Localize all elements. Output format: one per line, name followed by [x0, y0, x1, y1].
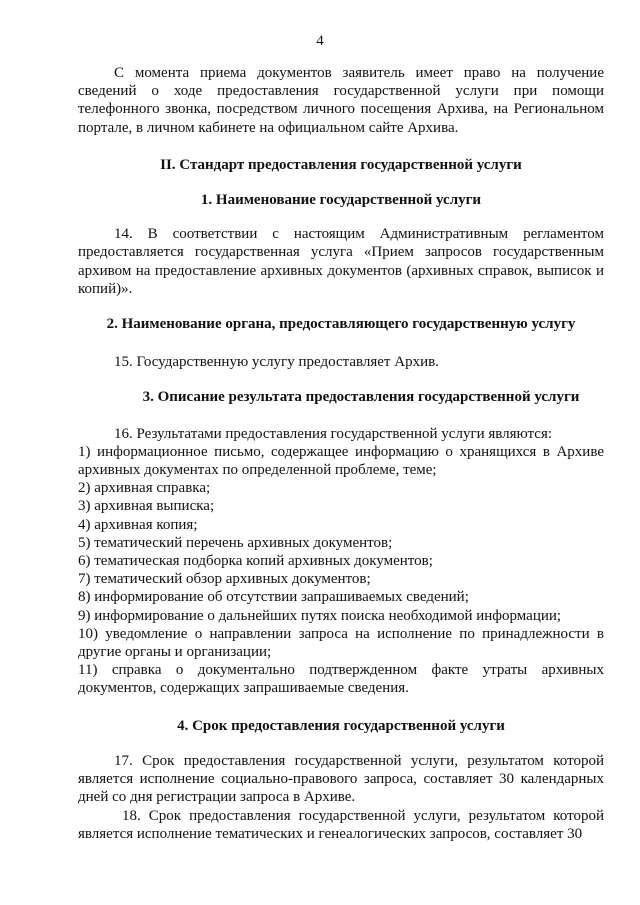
paragraph-intro: С момента приема документов заявитель имеет право на получение сведений о ходе предоставления государственной услуги при помощи телефонного звонка, посредством личного посещения Архива, на Региональном портале, в личном кабинете на официальном сайте Архива. [78, 65, 604, 136]
list-item: 8) информирование об отсутствии запрашиваемых сведений; [78, 589, 469, 606]
list-item: 4) архивная копия; [78, 516, 198, 533]
subsection-title-2: 2. Наименование органа, предоставляющего государственную услугу [106, 316, 576, 333]
list-item: 1) информационное письмо, содержащее информацию о хранящихся в Архиве архивных документах по определенной проблеме, теме; [78, 443, 604, 479]
paragraph-15: 15. Государственную услугу предоставляет Архив. [114, 354, 439, 371]
subsection-title-3: 3. Описание результата предоставления государственной услуги [142, 389, 580, 406]
page-number: 4 [316, 33, 324, 49]
section-title: II. Стандарт предоставления государственной услуги [160, 156, 522, 173]
document-body [78, 64, 604, 843]
list-item: 7) тематический обзор архивных документов; [78, 571, 371, 588]
paragraph-17: 17. Срок предоставления государственной услуги, результатом которой является исполнение социально-правового запроса, составляет 30 календарных дней со дня регистрации запроса в Архиве. [78, 752, 604, 806]
paragraph-14: 14. В соответствии с настоящим Административным регламентом предоставляется государственная услуга «Прием запросов государственным архивом на предоставление архивных документов (архивных справок, выписок и копий)». [78, 226, 604, 297]
list-item: 3) архивная выписка; [78, 498, 215, 515]
paragraph-18: 18. Срок предоставления государственной услуги, результатом которой является исполнение тематических и генеалогических запросов, составляет 30 [78, 807, 604, 842]
list-item: 2) архивная справка; [78, 480, 211, 497]
subsection-title-4: 4. Срок предоставления государственной услуги [177, 717, 505, 734]
list-item: 10) уведомление о направлении запроса на исполнение по принадлежности в другие органы и организации; [78, 625, 604, 661]
list-item: 11) справка о документально подтвержденном факте утраты архивных документов, содержащих запрашиваемые сведения. [78, 662, 604, 697]
list-item: 9) информирование о дальнейших путях поиска необходимой информации; [78, 607, 562, 624]
list-item: 5) тематический перечень архивных документов; [78, 534, 393, 551]
paragraph-16: 16. Результатами предоставления государственной услуги являются: [114, 425, 553, 442]
list-item: 6) тематическая подборка копий архивных документов; [78, 553, 433, 570]
subsection-title-1: 1. Наименование государственной услуги [200, 192, 482, 209]
results-list [78, 443, 604, 698]
